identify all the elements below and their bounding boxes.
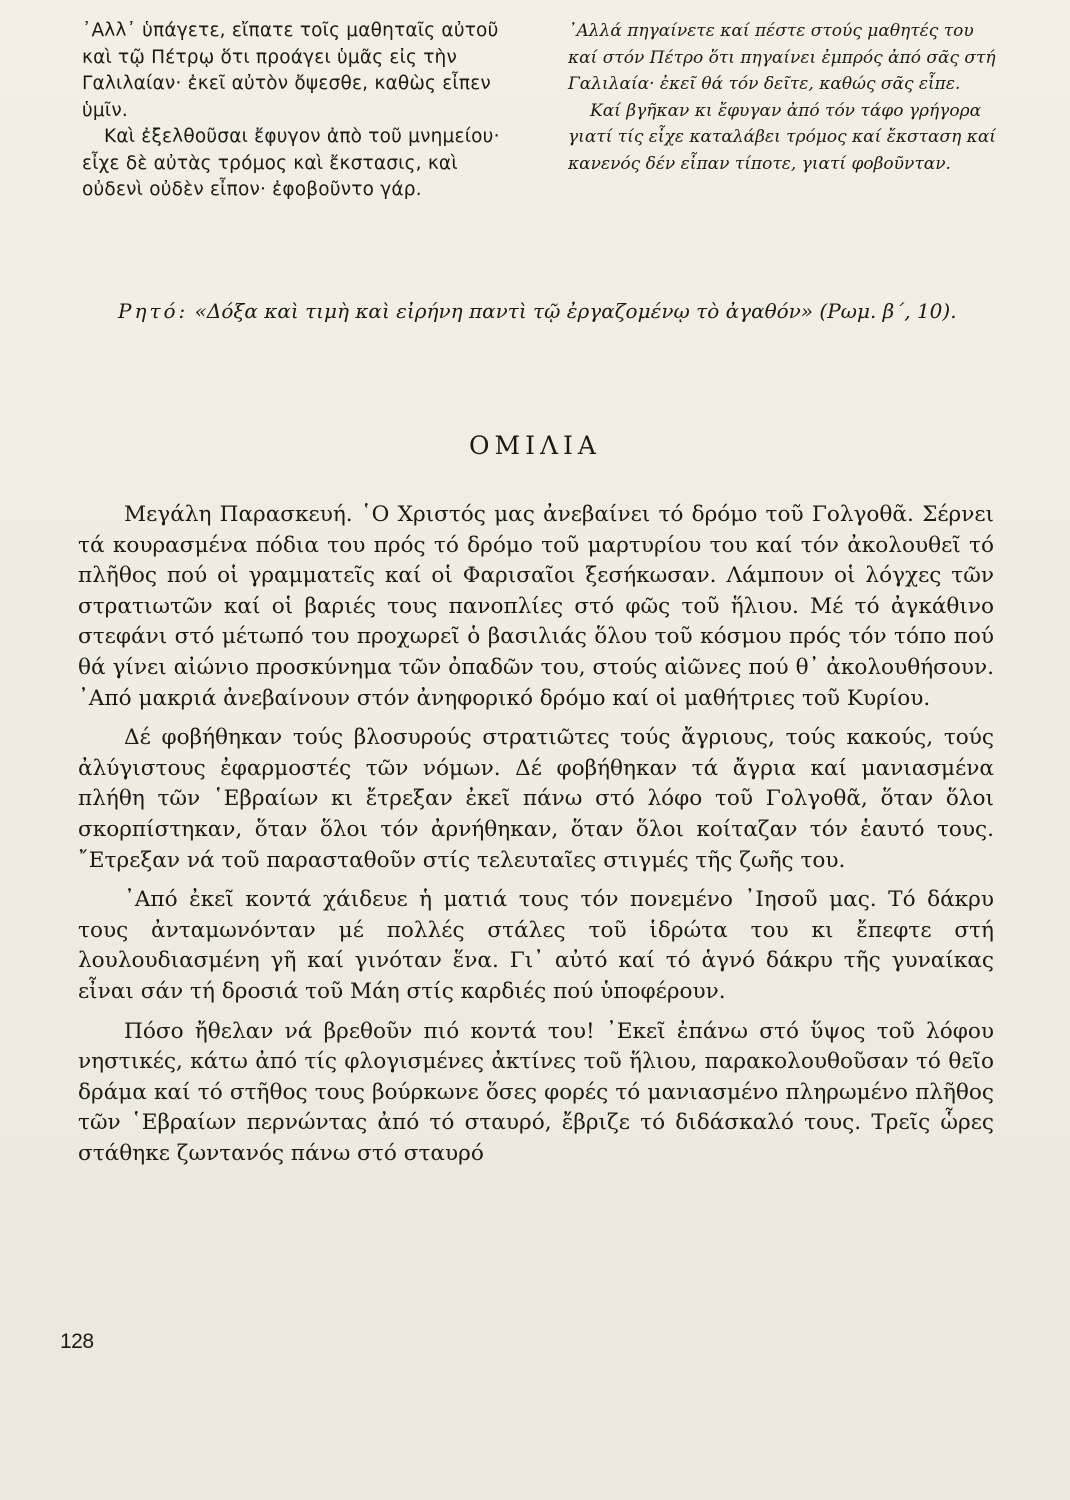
- homily-body: [78, 500, 994, 1178]
- scripture-quote-text: «Δόξα καὶ τιμὴ καὶ εἰρήνη παντὶ τῷ ἐργαζομένῳ τὸ ἀγαθόν» (Ρωμ. β΄, 10).: [194, 299, 957, 323]
- translation-paragraph: ᾿Αλλά πηγαίνετε καί πέστε στούς μαθητές του καί στόν Πέτρο ὅτι πηγαίνει ἐμπρός ἀπό σᾶς στή Γαλιλαία· ἐκεῖ θά τόν δεῖτε, καθώς σᾶς εἶπε.: [568, 21, 996, 94]
- translation-column: [568, 18, 1000, 177]
- original-paragraph: ᾿Αλλ᾿ ὑπάγετε, εἴπατε τοῖς μαθηταῖς αὐτοῦ καὶ τῷ Πέτρῳ ὅτι προάγει ὑμᾶς εἰς τὴν Γαλιλαίαν· ἐκεῖ αὐτὸν ὄψεσθε, καθὼς εἶπεν ὑμῖν.: [82, 20, 499, 121]
- scripture-quote-label: Ρητό:: [118, 299, 189, 323]
- homily-paragraph: Πόσο ἤθελαν νά βρεθοῦν πιό κοντά του! ᾿Εκεῖ ἐπάνω στό ὕψος τοῦ λόφου νηστικές, κάτω ἀπό τίς φλογισμένες ἀκτίνες τοῦ ἥλιου, παρακολουθοῦσαν τό θεῖο δράμα καί τό στῆθος τους βούρκωνε ὅσες φορές τό μανιασμένο πληρωμένο πλῆθος τῶν ῾Εβραίων περνώντας ἀπό τό σταυρό, ἔβριζε τό διδάσκαλό τους. Τρεῖς ὧρες στάθηκε ζωντανός πάνω στό σταυρό: [78, 1018, 994, 1166]
- page-number: 128: [60, 1330, 94, 1353]
- homily-paragraph: Δέ φοβήθηκαν τούς βλοσυρούς στρατιῶτες τούς ἄγριους, τούς κακούς, τούς ἀλύγιστους ἐφαρμοστές τῶν νόμων. Δέ φοβήθηκαν τά ἄγρια καί μανιασμένα πλήθη τῶν ῾Εβραίων κι ἔτρεξαν ἐκεῖ πάνω στό λόφο τοῦ Γολγοθᾶ, ὅταν ὅλοι σκορπίστηκαν, ὅταν ὅλοι τόν ἀρνήθηκαν, ὅταν ὅλοι κοίταζαν τόν ἑαυτό τους. ῎Ετρεξαν νά τοῦ παρασταθοῦν στίς τελευταῖες στιγμές τῆς ζωῆς του.: [78, 725, 994, 873]
- homily-paragraph: Μεγάλη Παρασκευή. ῾Ο Χριστός μας ἀνεβαίνει τό δρόμο τοῦ Γολγοθᾶ. Σέρνει τά κουρασμένα πόδια του πρός τό δρόμο τοῦ μαρτυρίου του καί τόν ἀκολουθεῖ τό πλῆθος πού οἱ γραμματεῖς καί οἱ Φαρισαῖοι ξεσήκωσαν. Λάμπουν οἱ λόγχες τῶν στρατιωτῶν καί οἱ βαριές τους πανοπλίες στό φῶς τοῦ ἥλιου. Μέ τό ἀγκάθινο στεφάνι στό μέτωπό του προχωρεῖ ὁ βασιλιάς ὅλου τοῦ κόσμου πρός τόν τόπο πού θά γίνει αἰώνιο προσκύνημα τῶν ὀπαδῶν του, στούς αἰῶνες πού θ᾿ ἀκολουθήσουν. ᾿Από μακριά ἀνεβαίνουν στόν ἀνηφορικό δρόμο καί οἱ μαθήτριες τοῦ Κυρίου.: [78, 502, 994, 711]
- original-paragraph: Καὶ ἐξελθοῦσαι ἔφυγον ἀπὸ τοῦ μνημείου· εἶχε δὲ αὐτὰς τρόμος καὶ ἔκστασις, καὶ οὐδενὶ οὐδὲν εἶπον· ἐφοβοῦντο γάρ.: [82, 126, 500, 200]
- homily-title: ΟΜΙΛΙΑ: [469, 431, 601, 460]
- scripture-quote: [118, 297, 998, 325]
- homily-paragraph: ᾿Από ἐκεῖ κοντά χάιδευε ἡ ματιά τους τόν πονεμένο ᾿Ιησοῦ μας. Τό δάκρυ τους ἀνταμωνόνταν μέ πολλές στάλες τοῦ ἱδρώτα του κι ἔπεφτε στή λουλουδιασμένη γῆ καί γινόταν ἕνα. Γι᾿ αὐτό καί τό ἁγνό δάκρυ τῆς γυναίκας εἶναι σάν τή δροσιά τοῦ Μάη στίς καρδιές πού ὑποφέρουν.: [78, 887, 994, 1004]
- translation-paragraph: Καί βγῆκαν κι ἔφυγαν ἀπό τόν τάφο γρήγορα γιατί τίς εἶχε καταλάβει τρόμος καί ἔκσταση καί κανενός δέν εἶπαν τίποτε, γιατί φοβοῦνταν.: [568, 100, 996, 174]
- original-text-column: [82, 18, 514, 204]
